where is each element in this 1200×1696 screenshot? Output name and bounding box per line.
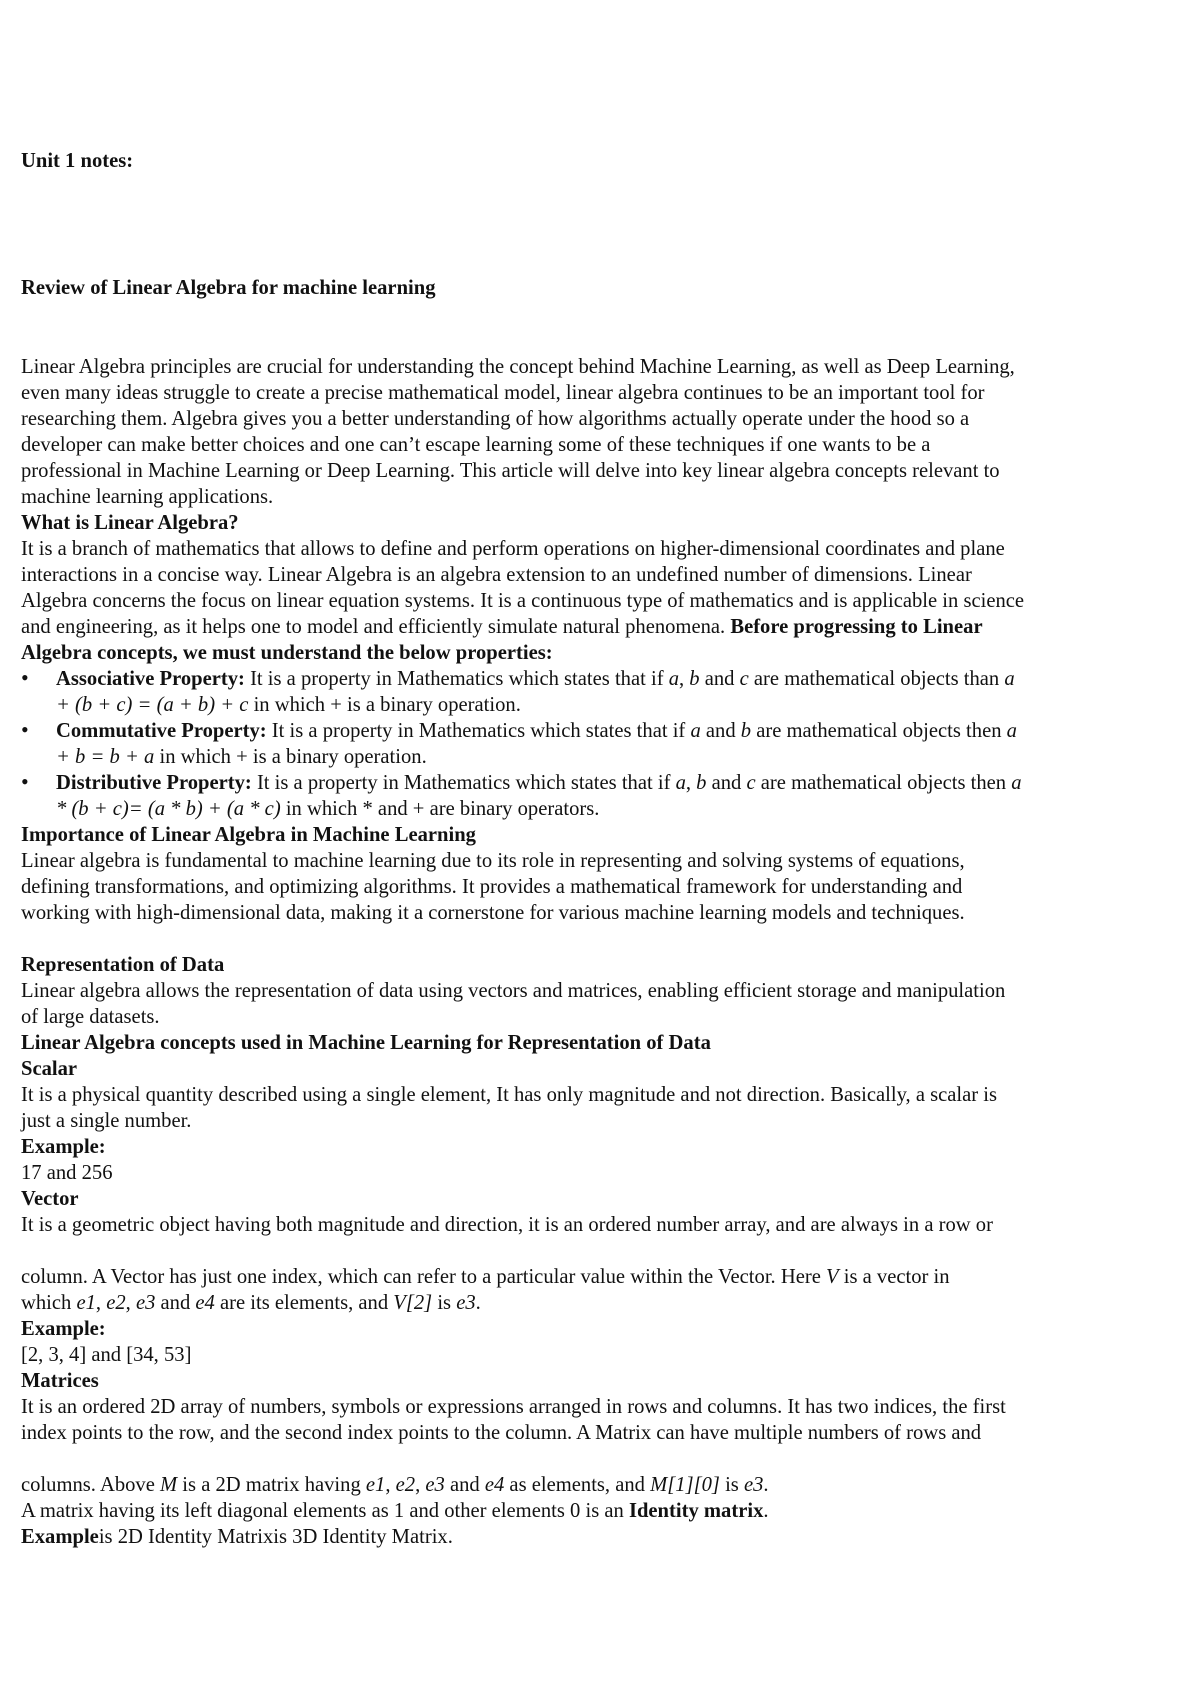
bullet-distributive: • bbox=[21, 769, 29, 794]
dist-a: a bbox=[675, 772, 686, 794]
matrices-is: is bbox=[719, 1474, 744, 1496]
dist-c: c bbox=[746, 772, 756, 794]
concepts-heading: Linear Algebra concepts used in Machine Learning for Representation of Data bbox=[21, 1032, 711, 1054]
scalar-example-label: Example: bbox=[21, 1136, 106, 1158]
identity-example-label: Example bbox=[21, 1526, 99, 1548]
importance-heading: Importance of Linear Algebra in Machine Learning bbox=[21, 824, 476, 846]
scalar-line-2: just a single number. bbox=[21, 1110, 192, 1132]
identity-text: A matrix having its left diagonal elements as 1 and other elements 0 is an bbox=[21, 1500, 629, 1522]
vector-line-2-rest: is a vector in bbox=[838, 1266, 950, 1288]
matrices-line-3 bbox=[21, 1472, 769, 1498]
intro-line-3: researching them. Algebra gives you a better understanding of how algorithms actually operate under the hood so a bbox=[21, 408, 970, 430]
importance-line-3: working with high-dimensional data, making it a cornerstone for various machine learning models and techniques. bbox=[21, 902, 965, 924]
comm-label: Commutative Property: bbox=[56, 720, 267, 742]
representation-heading: Representation of Data bbox=[21, 954, 225, 976]
scalar-example: 17 and 256 bbox=[21, 1162, 113, 1184]
scalar-heading: Scalar bbox=[21, 1058, 78, 1080]
bullet-associative: • bbox=[21, 665, 29, 690]
vector-line-3 bbox=[21, 1290, 481, 1316]
identity-line bbox=[21, 1498, 769, 1524]
dist-text: It is a property in Mathematics which states that if bbox=[251, 772, 676, 794]
comm-a-end: a bbox=[1006, 720, 1017, 742]
unit-title: Unit 1 notes: bbox=[21, 150, 134, 172]
assoc-and: and bbox=[699, 668, 740, 690]
identity-example-text: is 2D Identity Matrixis 3D Identity Matrix. bbox=[98, 1526, 453, 1548]
assoc-text: It is a property in Mathematics which states that if bbox=[244, 668, 669, 690]
what-heading: What is Linear Algebra? bbox=[21, 512, 239, 534]
vector-line-2 bbox=[21, 1264, 950, 1290]
vector-which: which bbox=[21, 1292, 77, 1314]
dist-formula: * (b + c)= (a * b) + (a * c) bbox=[56, 798, 281, 820]
intro-line-2: even many ideas struggle to create a precise mathematical model, linear algebra continues to be an important tool for bbox=[21, 382, 985, 404]
comm-a: a bbox=[690, 720, 701, 742]
matrices-m: M bbox=[160, 1474, 178, 1496]
matrices-comma1: , bbox=[385, 1474, 396, 1496]
dist-label: Distributive Property: bbox=[56, 772, 252, 794]
vector-is: is bbox=[432, 1292, 457, 1314]
vector-comma1: , bbox=[95, 1292, 107, 1314]
assoc-comma: , bbox=[679, 668, 690, 690]
matrices-text: columns. Above bbox=[21, 1474, 160, 1496]
comm-tail: in which + is a binary operation. bbox=[154, 746, 427, 768]
representation-line-1: Linear algebra allows the representation of data using vectors and matrices, enabling efficient storage and manipulation bbox=[21, 980, 1006, 1002]
matrices-e4: e4 bbox=[484, 1474, 505, 1496]
vector-e3: e3 bbox=[135, 1292, 156, 1314]
vector-v2: V[2] bbox=[393, 1292, 433, 1314]
section-title: Review of Linear Algebra for machine learning bbox=[21, 277, 436, 299]
representation-line-2: of large datasets. bbox=[21, 1006, 160, 1028]
vector-example: [2, 3, 4] and [34, 53] bbox=[21, 1344, 192, 1366]
comm-text: It is a property in Mathematics which states that if bbox=[266, 720, 691, 742]
matrices-line-2: index points to the row, and the second index points to the column. A Matrix can have multiple numbers of rows and bbox=[21, 1422, 982, 1444]
intro-line-1: Linear Algebra principles are crucial for understanding the concept behind Machine Learning, as well as Deep Learning, bbox=[21, 356, 1015, 378]
assoc-label: Associative Property: bbox=[56, 668, 245, 690]
matrices-comma2: , bbox=[415, 1474, 426, 1496]
vector-and: and bbox=[155, 1292, 196, 1314]
comm-formula: + b = b + a bbox=[56, 746, 155, 768]
assoc-c: c bbox=[739, 668, 749, 690]
dist-rest: are mathematical objects then bbox=[755, 772, 1012, 794]
what-line-3: Algebra concerns the focus on linear equation systems. It is a continuous type of mathematics and is applicable in science bbox=[21, 590, 1025, 612]
what-line-5: Algebra concepts, we must understand the below properties: bbox=[21, 642, 553, 664]
importance-line-2: defining transformations, and optimizing algorithms. It provides a mathematical framework for understanding and bbox=[21, 876, 963, 898]
dist-line-1 bbox=[56, 770, 1022, 796]
bullet-commutative: • bbox=[21, 717, 29, 742]
scalar-line-1: It is a physical quantity described using a single element, It has only magnitude and not direction. Basically, a scalar is bbox=[21, 1084, 998, 1106]
comm-and: and bbox=[700, 720, 741, 742]
matrices-and: and bbox=[444, 1474, 485, 1496]
what-line-4-bold: Before progressing to Linear bbox=[730, 616, 983, 638]
matrices-e3: e3 bbox=[425, 1474, 445, 1496]
matrices-heading: Matrices bbox=[21, 1370, 99, 1392]
comm-b: b bbox=[740, 720, 752, 742]
vector-heading: Vector bbox=[21, 1188, 79, 1210]
what-line-1: It is a branch of mathematics that allows to define and perform operations on higher-dimensional coordinates and plane bbox=[21, 538, 1005, 560]
vector-e4: e4 bbox=[195, 1292, 215, 1314]
what-line-4-text: and engineering, as it helps one to model and efficiently simulate natural phenomena. bbox=[21, 616, 731, 638]
assoc-line-2 bbox=[56, 692, 521, 718]
assoc-b: b bbox=[689, 668, 700, 690]
vector-v: V bbox=[826, 1266, 839, 1288]
vector-e1: e1 bbox=[76, 1292, 96, 1314]
identity-bold: Identity matrix bbox=[628, 1500, 764, 1522]
vector-line-1: It is a geometric object having both magnitude and direction, it is an ordered number array, and are always in a row or bbox=[21, 1214, 993, 1236]
what-line-2: interactions in a concise way. Linear Algebra is an algebra extension to an undefined number of dimensions. Linear bbox=[21, 564, 972, 586]
vector-comma2: , bbox=[125, 1292, 136, 1314]
assoc-line-1 bbox=[56, 666, 1015, 692]
matrices-e3b: e3 bbox=[743, 1474, 764, 1496]
identity-dot: . bbox=[763, 1500, 769, 1522]
assoc-tail: in which + is a binary operation. bbox=[248, 694, 521, 716]
vector-line-2-text: column. A Vector has just one index, which can refer to a particular value within the Vector. Here bbox=[21, 1266, 827, 1288]
assoc-a-end: a bbox=[1004, 668, 1015, 690]
importance-line-1: Linear algebra is fundamental to machine learning due to its role in representing and solving systems of equations, bbox=[21, 850, 965, 872]
comm-line-1 bbox=[56, 718, 1017, 744]
matrices-mid: is a 2D matrix having bbox=[177, 1474, 366, 1496]
matrices-m10: M[1][0] bbox=[650, 1474, 720, 1496]
comm-line-2 bbox=[56, 744, 427, 770]
intro-line-4: developer can make better choices and one can’t escape learning some of these techniques if one wants to be a bbox=[21, 434, 931, 456]
dist-comma: , bbox=[685, 772, 697, 794]
dist-a-end: a bbox=[1011, 772, 1022, 794]
vector-e2: e2 bbox=[106, 1292, 126, 1314]
matrices-line-1: It is an ordered 2D array of numbers, symbols or expressions arranged in rows and columns. It has two indices, the first bbox=[21, 1396, 1006, 1418]
vector-e3b: e3 bbox=[456, 1292, 476, 1314]
what-line-4 bbox=[21, 614, 983, 640]
matrices-mid2: as elements, and bbox=[504, 1474, 651, 1496]
dist-b: b bbox=[696, 772, 707, 794]
matrices-e1: e1 bbox=[365, 1474, 386, 1496]
matrices-dot: . bbox=[763, 1474, 769, 1496]
vector-mid: are its elements, and bbox=[214, 1292, 394, 1314]
matrices-e2: e2 bbox=[395, 1474, 416, 1496]
vector-dot: . bbox=[475, 1292, 481, 1314]
intro-line-5: professional in Machine Learning or Deep Learning. This article will delve into key linear algebra concepts relevant to bbox=[21, 460, 1000, 482]
assoc-formula: + (b + c) = (a + b) + c bbox=[56, 694, 249, 716]
comm-rest: are mathematical objects then bbox=[751, 720, 1007, 742]
identity-example-line bbox=[21, 1524, 453, 1550]
assoc-rest: are mathematical objects than bbox=[748, 668, 1005, 690]
dist-and: and bbox=[706, 772, 747, 794]
vector-example-label: Example: bbox=[21, 1318, 106, 1340]
dist-tail: in which * and + are binary operators. bbox=[280, 798, 600, 820]
dist-line-2 bbox=[56, 796, 599, 822]
assoc-a: a bbox=[668, 668, 679, 690]
intro-line-6: machine learning applications. bbox=[21, 486, 274, 508]
